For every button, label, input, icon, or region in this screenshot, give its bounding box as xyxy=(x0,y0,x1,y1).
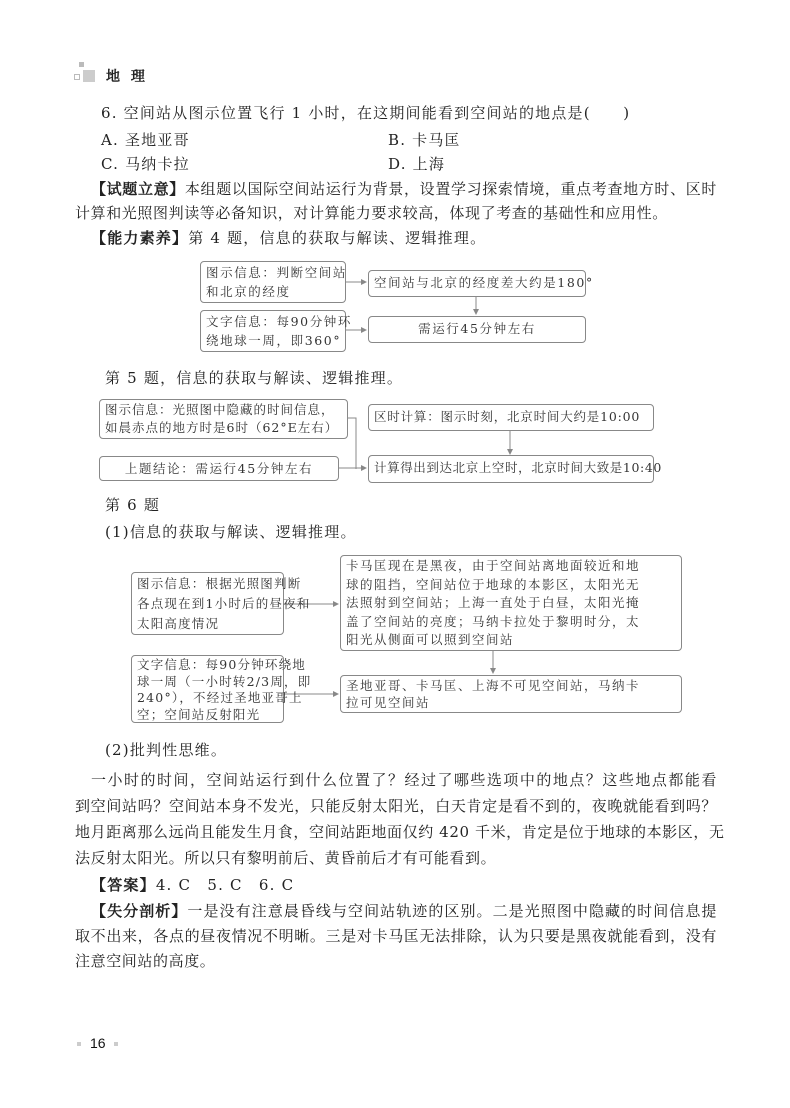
box-line: 圣地亚哥、卡马匡、上海不可见空间站，马纳卡 xyxy=(346,678,641,693)
box-line: 太阳高度情况 xyxy=(137,616,220,631)
q5-heading: 第 5 题，信息的获取与解读、逻辑推理。 xyxy=(105,369,404,387)
flow5-box-zone-time: 区时计算：图示时刻，北京时间大约是10:00 xyxy=(368,404,654,431)
box-line: 球的阻挡，空间站位于地球的本影区，太阳光无 xyxy=(346,576,641,592)
option-a: A. 圣地亚哥 xyxy=(101,131,190,149)
flow6-box-analysis xyxy=(340,555,682,651)
analysis-label: 【失分剖析】 xyxy=(91,902,188,920)
page-dot-left xyxy=(77,1042,81,1046)
box-line: 文字信息：每90分钟环 xyxy=(206,314,353,329)
flow6-box-result xyxy=(340,675,682,713)
box-line: 盖了空间站的亮度；马纳卡拉处于黎明时分，太 xyxy=(346,613,641,629)
box-line: 拉可见空间站 xyxy=(346,695,431,710)
page-dot-right xyxy=(114,1042,118,1046)
box-line: 阳光从侧面可以照到空间站 xyxy=(346,632,515,647)
critical-line-3: 地月距离那么远尚且能发生月食，空间站距地面仅约 420 千米，肯定是位于地球的本影区，无 xyxy=(75,823,725,841)
ability-text: 第 4 题，信息的获取与解读、逻辑推理。 xyxy=(188,229,487,247)
option-c: C. 马纳卡拉 xyxy=(101,155,190,173)
q6-heading: 第 6 题 xyxy=(105,496,161,514)
flow5-box-image-info xyxy=(99,399,348,439)
flow5-box-result: 计算得出到达北京上空时，北京时间大致是10:40 xyxy=(368,455,654,483)
box-line: 法照射到空间站；上海一直处于白昼，太阳光掩 xyxy=(346,595,641,610)
page-number: 16 xyxy=(90,1035,106,1051)
flow4-box-image-info xyxy=(200,261,346,303)
box-line: 各点现在到1小时后的昼夜和 xyxy=(137,596,311,611)
option-d: D. 上海 xyxy=(388,155,446,173)
flow4-box-result: 需运行45分钟左右 xyxy=(368,316,586,343)
intent-text: 本组题以国际空间站运行为背景，设置学习探索情境，重点考查地方时、区时 xyxy=(184,180,717,198)
q6-part2: (2)批判性思维。 xyxy=(105,741,228,759)
critical-line-1: 一小时的时间，空间站运行到什么位置了？经过了哪些选项中的地点？这些地点都能看 xyxy=(91,771,717,789)
box-line: 如晨赤点的地方时是6时（62°E左右） xyxy=(105,420,339,435)
box-line: 绕地球一周，即360° xyxy=(206,333,342,348)
option-b: B. 卡马匡 xyxy=(388,131,461,149)
header-subject: 地 理 xyxy=(106,69,148,85)
analysis-line-3: 注意空间站的高度。 xyxy=(75,952,216,970)
box-line: 卡马匡现在是黑夜，由于空间站离地面较近和地 xyxy=(346,558,641,573)
ability-label: 【能力素养】 xyxy=(91,229,189,247)
answer-text: 4. C 5. C 6. C xyxy=(155,876,295,894)
box-line: 文字信息：每90分钟环绕地 xyxy=(137,657,307,672)
analysis-line-1 xyxy=(91,902,717,920)
q6-part1: (1)信息的获取与解读、逻辑推理。 xyxy=(105,523,357,541)
critical-line-4: 法反射太阳光。所以只有黎明前后、黄昏前后才有可能看到。 xyxy=(75,849,497,867)
box-line: 240°），不经过圣地亚哥上 xyxy=(137,690,303,705)
flow6-box-image-info xyxy=(131,572,311,635)
critical-line-2: 到空间站吗？空间站本身不发光，只能反射太阳光，白天肯定是看不到的，夜晚就能看到吗？ xyxy=(75,797,717,815)
answer-label: 【答案】 xyxy=(91,876,156,894)
analysis-line-2: 取不出来，各点的昼夜情况不明晰。三是对卡马匡无法排除，认为只要是黑夜就能看到，没有 xyxy=(75,927,717,945)
box-line: 图示信息：根据光照图判断 xyxy=(137,576,302,591)
flow4-box-longitude-diff: 空间站与北京的经度差大约是180° xyxy=(368,270,586,297)
question-stem: 6. 空间站从图示位置飞行 1 小时，在这期间能看到空间站的地点是( ) xyxy=(101,104,631,122)
analysis-text: 一是没有注意晨昏线与空间站轨迹的区别。二是光照图中隐藏的时间信息提 xyxy=(187,902,717,920)
box-line: 图示信息：判断空间站 xyxy=(206,265,348,280)
flow5-box-previous-conclusion: 上题结论：需运行45分钟左右 xyxy=(99,456,339,481)
intent-line-2: 计算和光照图判读等必备知识，对计算能力要求较高，体现了考查的基础性和应用性。 xyxy=(75,204,668,222)
box-line: 空；空间站反射阳光 xyxy=(137,706,261,722)
intent-label: 【试题立意】 xyxy=(91,180,185,198)
answer-line xyxy=(91,876,294,894)
flow4-box-text-info xyxy=(200,310,353,352)
box-line: 图示信息：光照图中隐藏的时间信息， xyxy=(105,402,335,417)
box-line: 和北京的经度 xyxy=(206,284,291,299)
flow6-box-text-info xyxy=(131,655,312,723)
box-line: 球一周（一小时转2/3周，即 xyxy=(137,673,312,689)
